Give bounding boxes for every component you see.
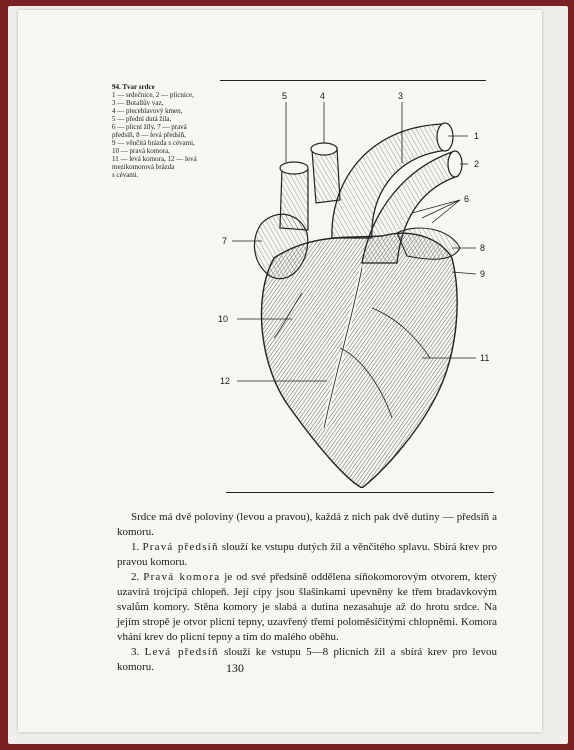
top-rule <box>220 80 486 81</box>
figure-label-4: 4 <box>320 91 326 101</box>
vena-cava <box>280 168 308 230</box>
caption-line: předsíň, 8 — levá předsíň, <box>112 131 186 139</box>
brachiocephalic-trunk <box>312 148 340 203</box>
page-number: 130 <box>226 661 244 675</box>
term-right-atrium: Pravá předsíň <box>142 541 219 553</box>
caption-line: 5 — přední dutá žíla, <box>112 115 172 123</box>
figure-label-8: 8 <box>480 243 486 253</box>
item-number: 1. <box>131 541 140 553</box>
vena-cava-opening <box>280 162 308 174</box>
caption-line: s cévami. <box>112 171 139 179</box>
figure-label-2: 2 <box>474 159 480 169</box>
paragraph-1 <box>117 540 497 570</box>
item-number: 2. <box>131 571 140 583</box>
figure-label-12: 12 <box>220 376 231 386</box>
left-atrium <box>397 228 460 259</box>
heart-illustration <box>212 88 502 488</box>
caption-line: 9 — věnčitá brázda s cévami, <box>112 139 195 147</box>
pulmonary-opening <box>448 151 462 177</box>
term-right-ventricle: Pravá komora <box>143 571 221 583</box>
aorta-opening <box>437 123 453 151</box>
figure-label-9: 9 <box>480 269 486 279</box>
figure-label-10: 10 <box>218 314 229 324</box>
trunk-opening <box>311 143 337 155</box>
caption-line: 10 — pravá komora, <box>112 147 170 155</box>
caption-line: 1 — srdečnice, 2 — plicnice, <box>112 91 194 99</box>
body-text <box>117 510 497 675</box>
caption-line: 4 — pleceblavový kmen, <box>112 107 183 115</box>
caption-line: 6 — plicní žíly, 7 — pravá <box>112 123 187 131</box>
paragraph-2 <box>117 570 497 645</box>
figure-label-5: 5 <box>282 91 288 101</box>
item-text: je od své předsíně oddělena síňokomorovým otvorem, který uzavírá trojcípá chlopeň. Její cípy jsou šlašinkami upevněny ke třem bradavkovým svalům komory. Stěna komory je slabá a dutina nezasahuje až do hrotu srdce. Na jejím stropě je otvor plicní tepny, uzavřený třemi poloměsíčitými chlopněmi. Komora vhání krev do plicní tepny a tím do malého oběhu. <box>117 571 497 643</box>
figure-caption <box>112 83 224 179</box>
intro-paragraph: Srdce má dvě poloviny (levou a pravou), každá z nich pak dvě dutiny — předsíň a komoru. <box>117 511 497 538</box>
item-text: slouží ke vstupu dutých žil a věnčitého splavu. Sbírá krev pro pravou komoru. <box>117 541 498 568</box>
item-text: slouží ke vstupu 5—8 plicních žil a sbírá krev pro levou komoru. <box>117 646 497 673</box>
figure-label-7: 7 <box>222 236 228 246</box>
caption-line: 11 — levá komora, 12 — levá <box>112 155 197 163</box>
figure-label-6: 6 <box>464 194 470 204</box>
caption-title: 94. Tvar srdce <box>112 83 155 91</box>
figure-label-11: 11 <box>480 353 490 363</box>
item-number: 3. <box>131 646 140 658</box>
bottom-rule <box>226 492 494 493</box>
caption-line: 3 — Botallův vaz, <box>112 99 164 107</box>
paragraph-3 <box>117 645 497 675</box>
term-left-atrium: Levá předsíň <box>144 646 219 658</box>
caption-line: mezikomorová brázda <box>112 163 175 171</box>
figure-label-1: 1 <box>474 131 480 141</box>
figure-label-3: 3 <box>398 91 404 101</box>
